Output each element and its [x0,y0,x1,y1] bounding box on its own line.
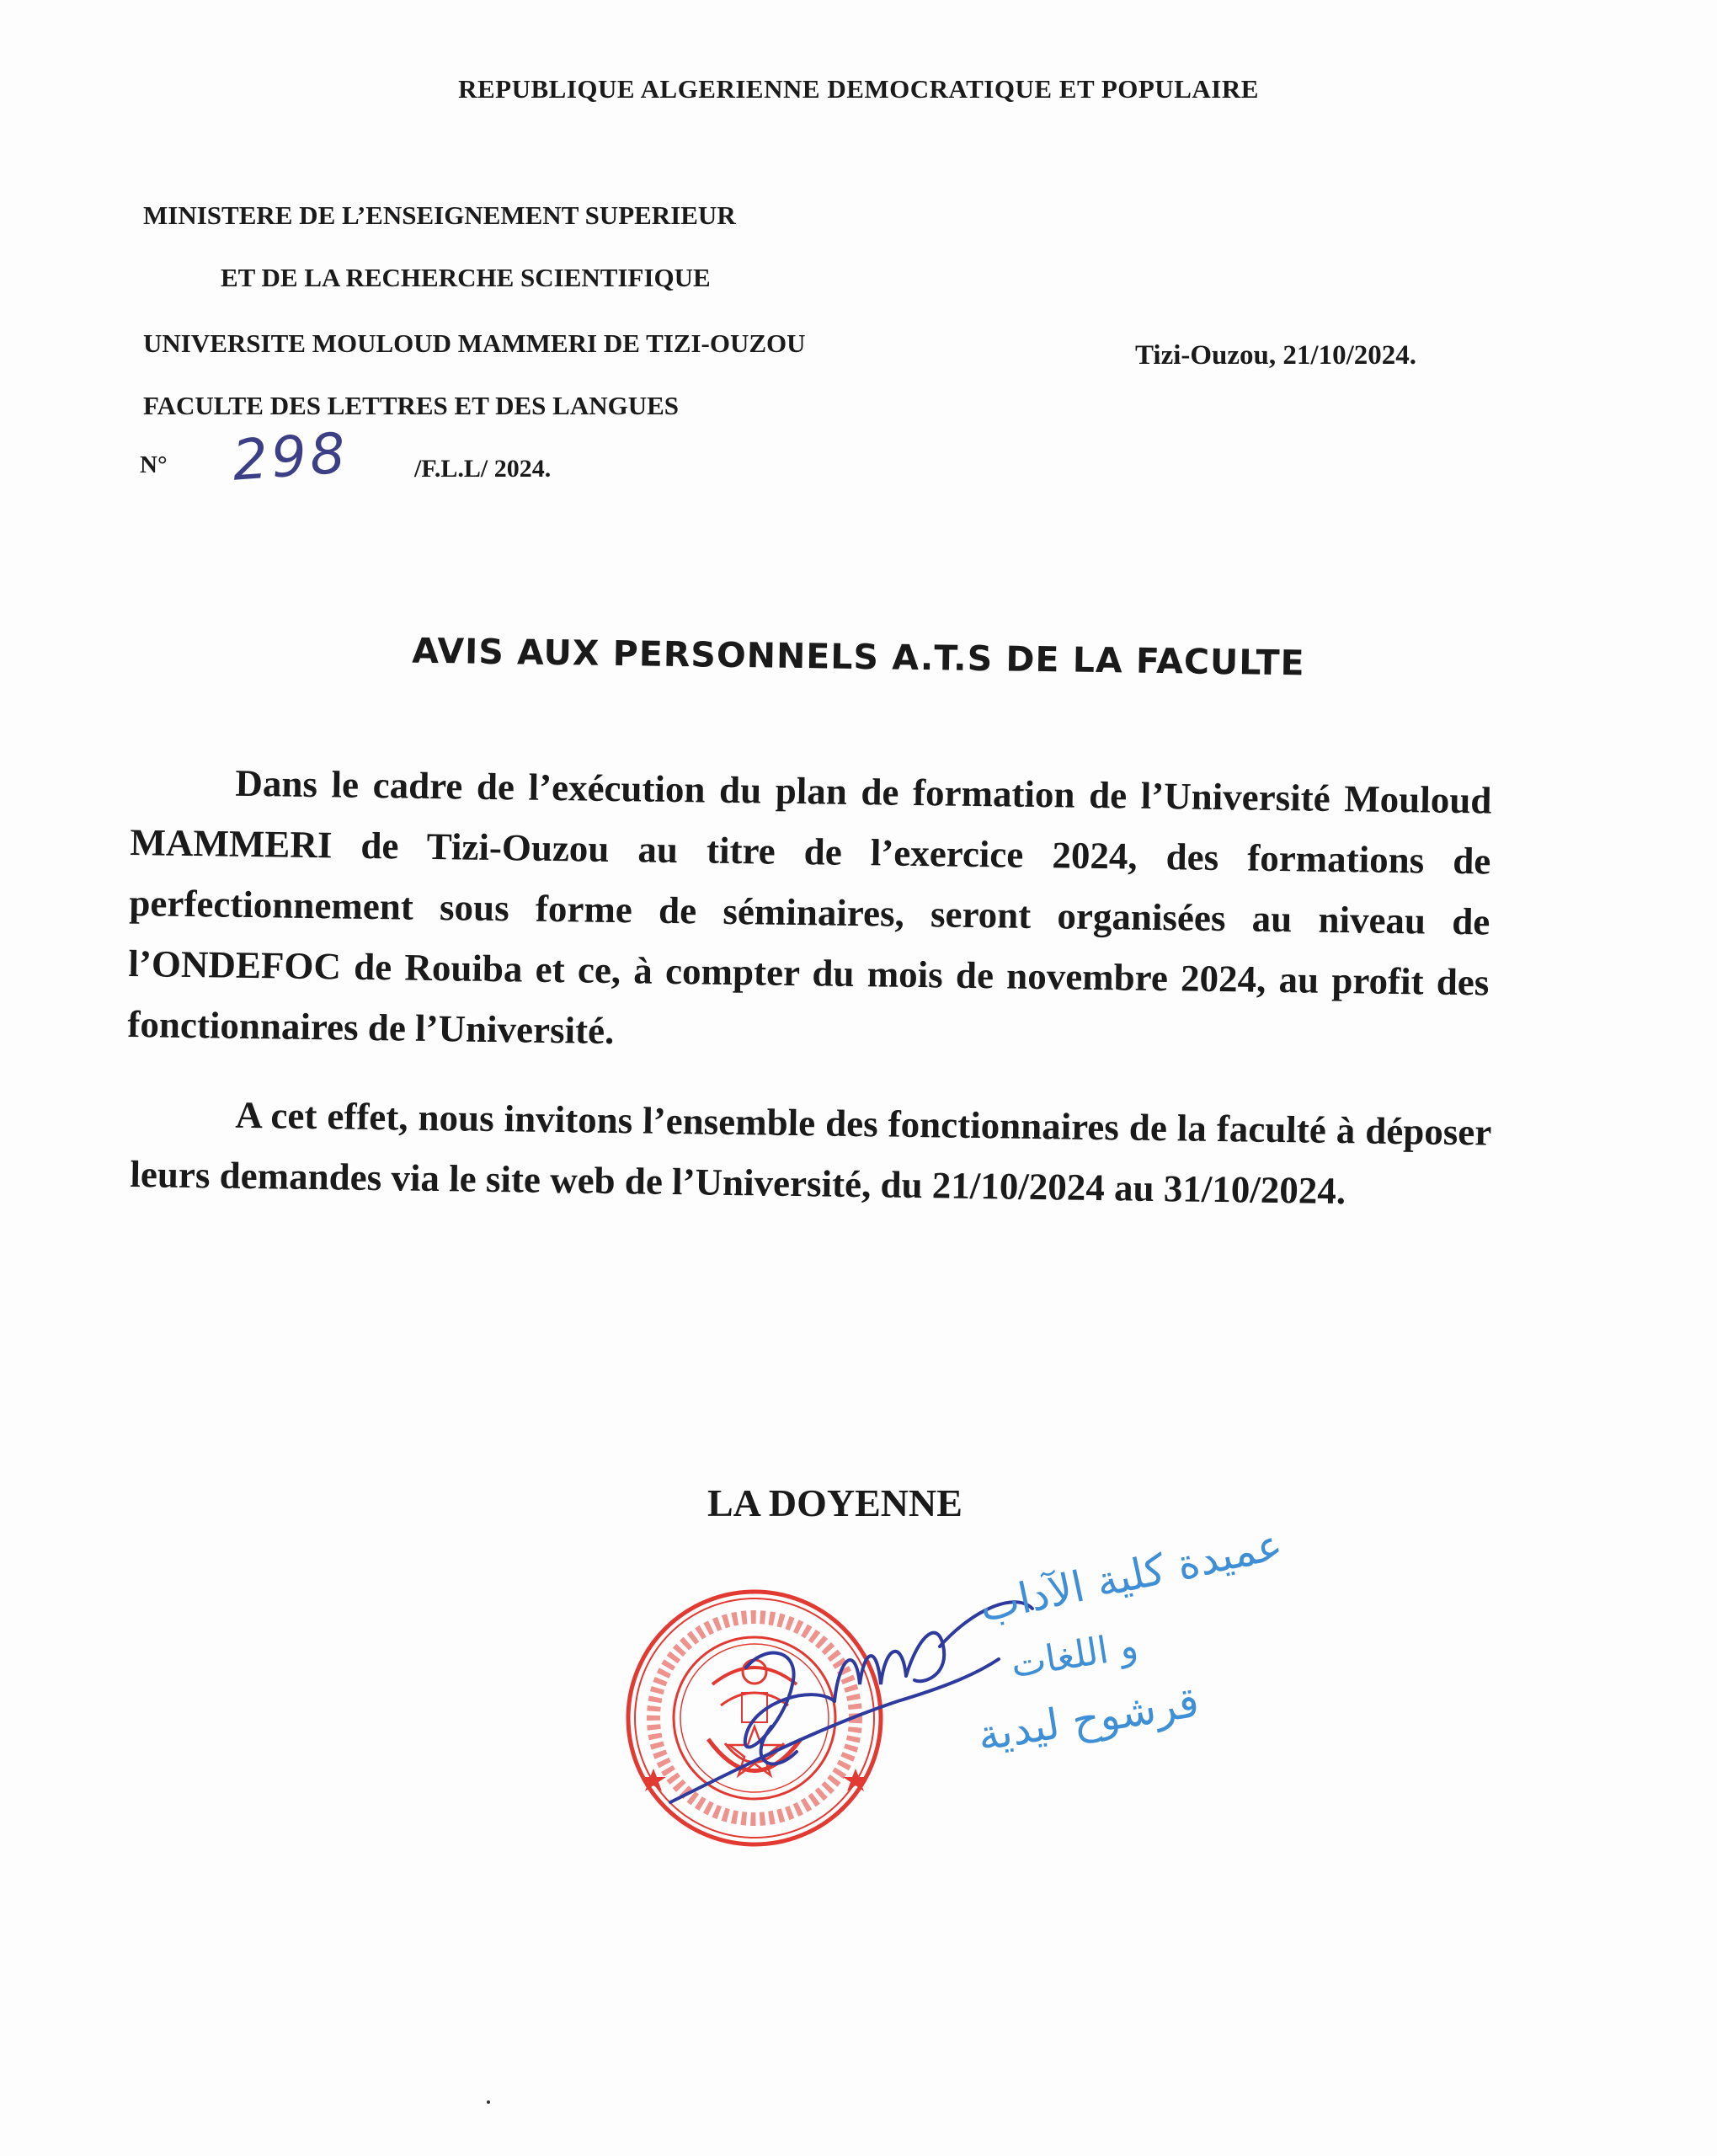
notice-title: AVIS AUX PERSONNELS A.T.S DE LA FACULTE [412,630,1305,684]
stamp-line-2: و اللغات [1007,1624,1141,1687]
reference-suffix: /F.L.L/ 2024. [414,455,552,483]
document-date: Tizi-Ouzou, 21/10/2024. [1135,340,1416,371]
faculty-name: FACULTE DES LETTRES ET DES LANGUES [143,391,680,420]
signatory-title: LA DOYENNE [707,1481,962,1524]
republic-header: REPUBLIQUE ALGERIENNE DEMOCRATIQUE ET POPULAIRE [458,74,1259,104]
ministry-line-2: ET DE LA RECHERCHE SCIENTIFIQUE [221,263,711,292]
ministry-line-1: MINISTERE DE L’ENSEIGNEMENT SUPERIEUR [143,200,736,230]
reference-number-handwritten: 298 [230,420,351,494]
stamp-line-3: قرشوح ليدية [974,1677,1202,1761]
notice-paragraph-2: A cet effet, nous invitons l’ensemble des fonctionnaires de la faculté à déposer leurs demandes via le site web de l’Université, du 21/10/2024 au 31/10/2024. [130,1093,1492,1213]
page-speck [487,2100,490,2104]
notice-paragraph-1: Dans le cadre de l’exécution du plan de formation de l’Université Mouloud MAMMERI de Tizi-Ouzou au titre de l’exercice 2024, des formations de perfectionnement sous forme de séminaires, seront organisées au niveau de l’ONDEFOC de Rouiba et ce, à compter du mois de novembre 2024, au profit des fonctionnaires de l’Université. [127,761,1492,1053]
reference-label: N° [140,451,168,478]
stamp-line-1: عميدة كلية الآداب [974,1519,1287,1632]
university-name: UNIVERSITE MOULOUD MAMMERI DE TIZI-OUZOU [143,328,806,358]
